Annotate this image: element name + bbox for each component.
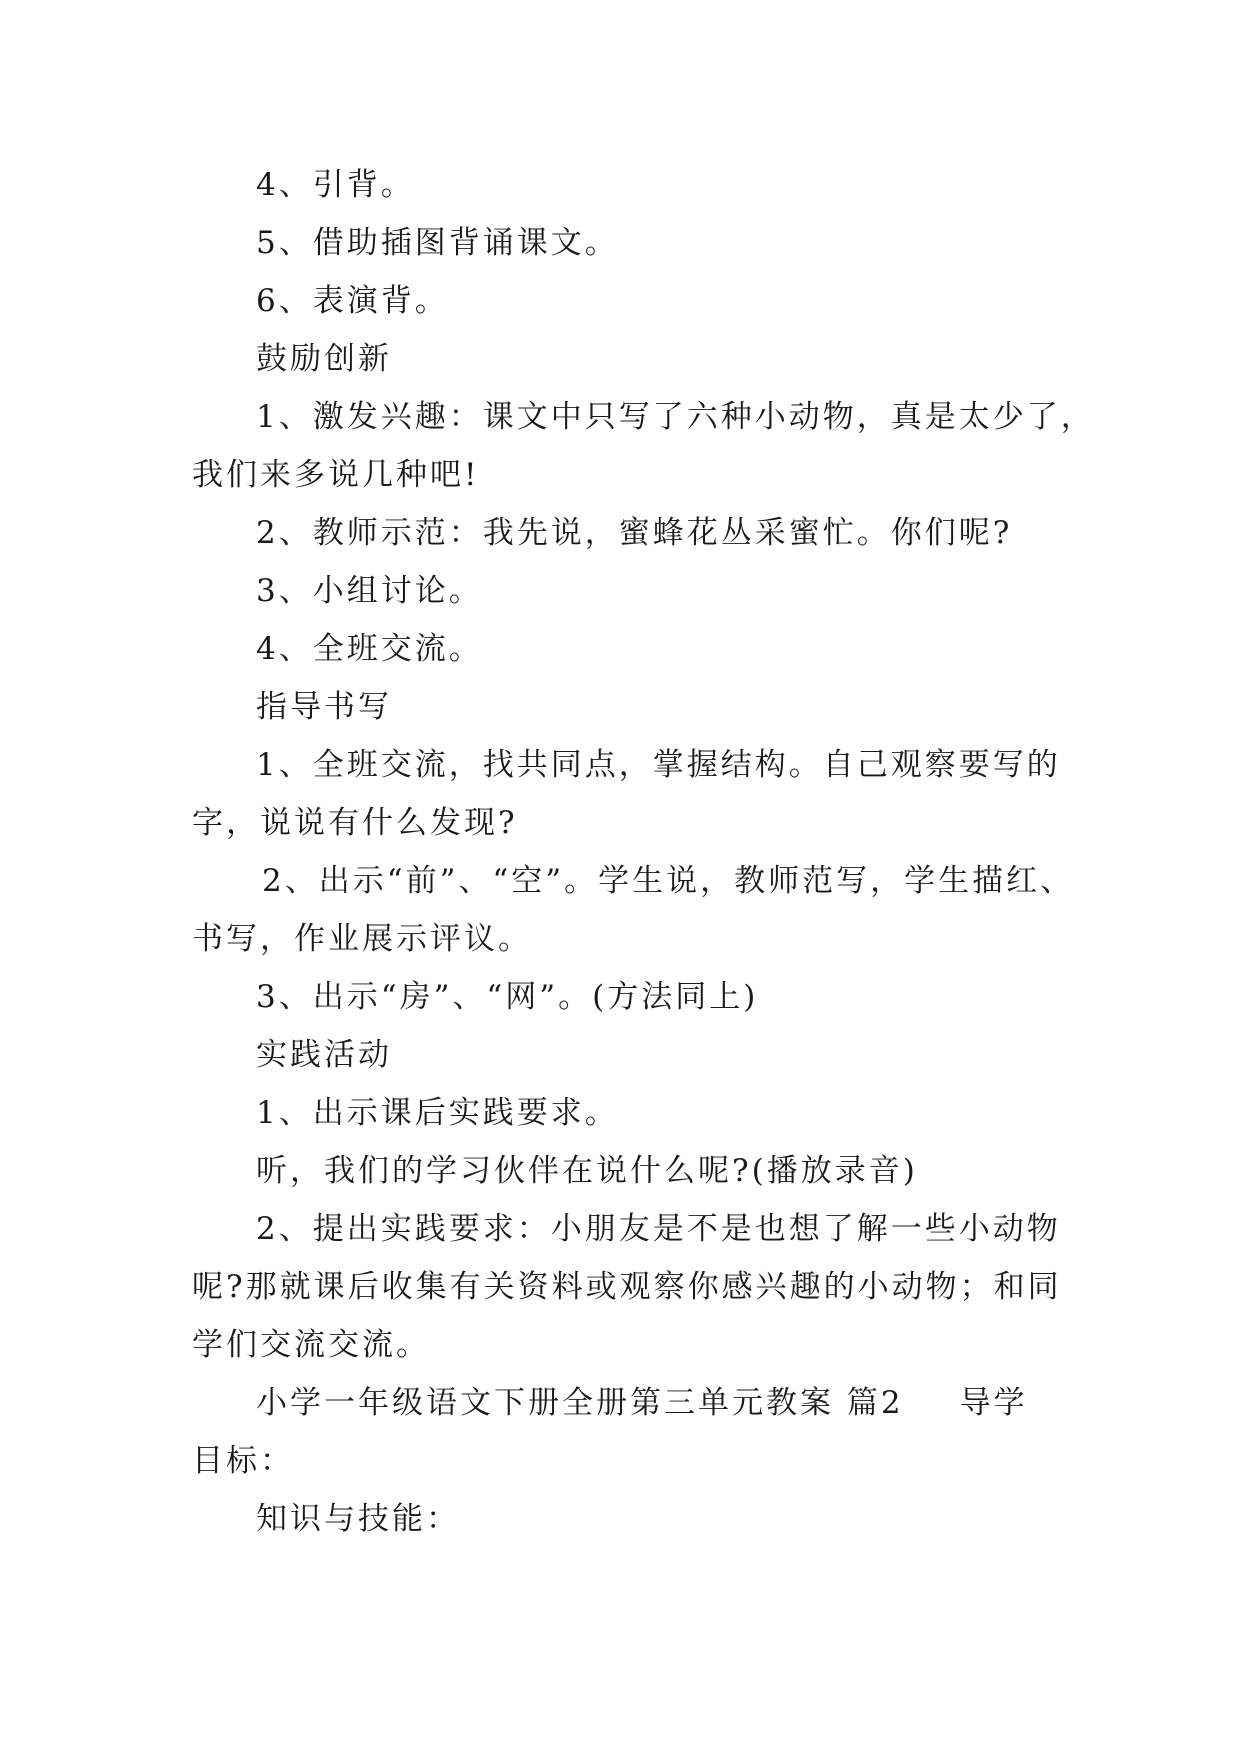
paragraph-line: 2、出示“前”、“空”。学生说，教师范写，学生描红、 — [262, 863, 1075, 899]
paragraph-line: 3、出示“房”、“网”。(方法同上) — [256, 979, 759, 1015]
section-heading: 指导书写 — [256, 689, 392, 725]
paragraph-line: 2、提出实践要求：小朋友是不是也想了解一些小动物 — [256, 1211, 1061, 1247]
article-title-line — [192, 1374, 1072, 1432]
paragraph-line: 字，说说有什么发现? — [192, 805, 518, 841]
paragraph-line: 2、教师示范：我先说，蜜蜂花丛采蜜忙。你们呢? — [256, 515, 1013, 551]
paragraph-line: 4、全班交流。 — [256, 631, 483, 667]
paragraph-line: 1、出示课后实践要求。 — [256, 1095, 619, 1131]
document-body — [192, 156, 1095, 1548]
paragraph-line: 1、全班交流，找共同点，掌握结构。自己观察要写的 — [256, 747, 1061, 783]
paragraph-line: 3、小组讨论。 — [256, 573, 483, 609]
paragraph-line: 4、引背。 — [256, 167, 415, 203]
paragraph-line: 1、激发兴趣：课文中只写了六种小动物，真是太少了， — [256, 399, 1095, 435]
paragraph-line: 听，我们的学习伙伴在说什么呢?(播放录音) — [256, 1153, 918, 1189]
paragraph-line: 书写，作业展示评议。 — [192, 921, 532, 957]
paragraph-line: 6、表演背。 — [256, 283, 449, 319]
paragraph-line: 目标： — [192, 1443, 294, 1479]
paragraph-line: 呢?那就课后收集有关资料或观察你感兴趣的小动物；和同 — [192, 1269, 1062, 1305]
section-heading: 鼓励创新 — [256, 341, 392, 377]
section-heading: 实践活动 — [256, 1037, 392, 1073]
paragraph-line: 5、借助插图背诵课文。 — [256, 225, 619, 261]
paragraph-line: 学们交流交流。 — [192, 1327, 430, 1363]
paragraph-line: 我们来多说几种吧! — [192, 457, 480, 493]
article-title: 小学一年级语文下册全册第三单元教案 篇2 — [256, 1385, 904, 1421]
guide-label: 导学 — [959, 1385, 1028, 1421]
paragraph-line: 知识与技能： — [256, 1501, 460, 1537]
